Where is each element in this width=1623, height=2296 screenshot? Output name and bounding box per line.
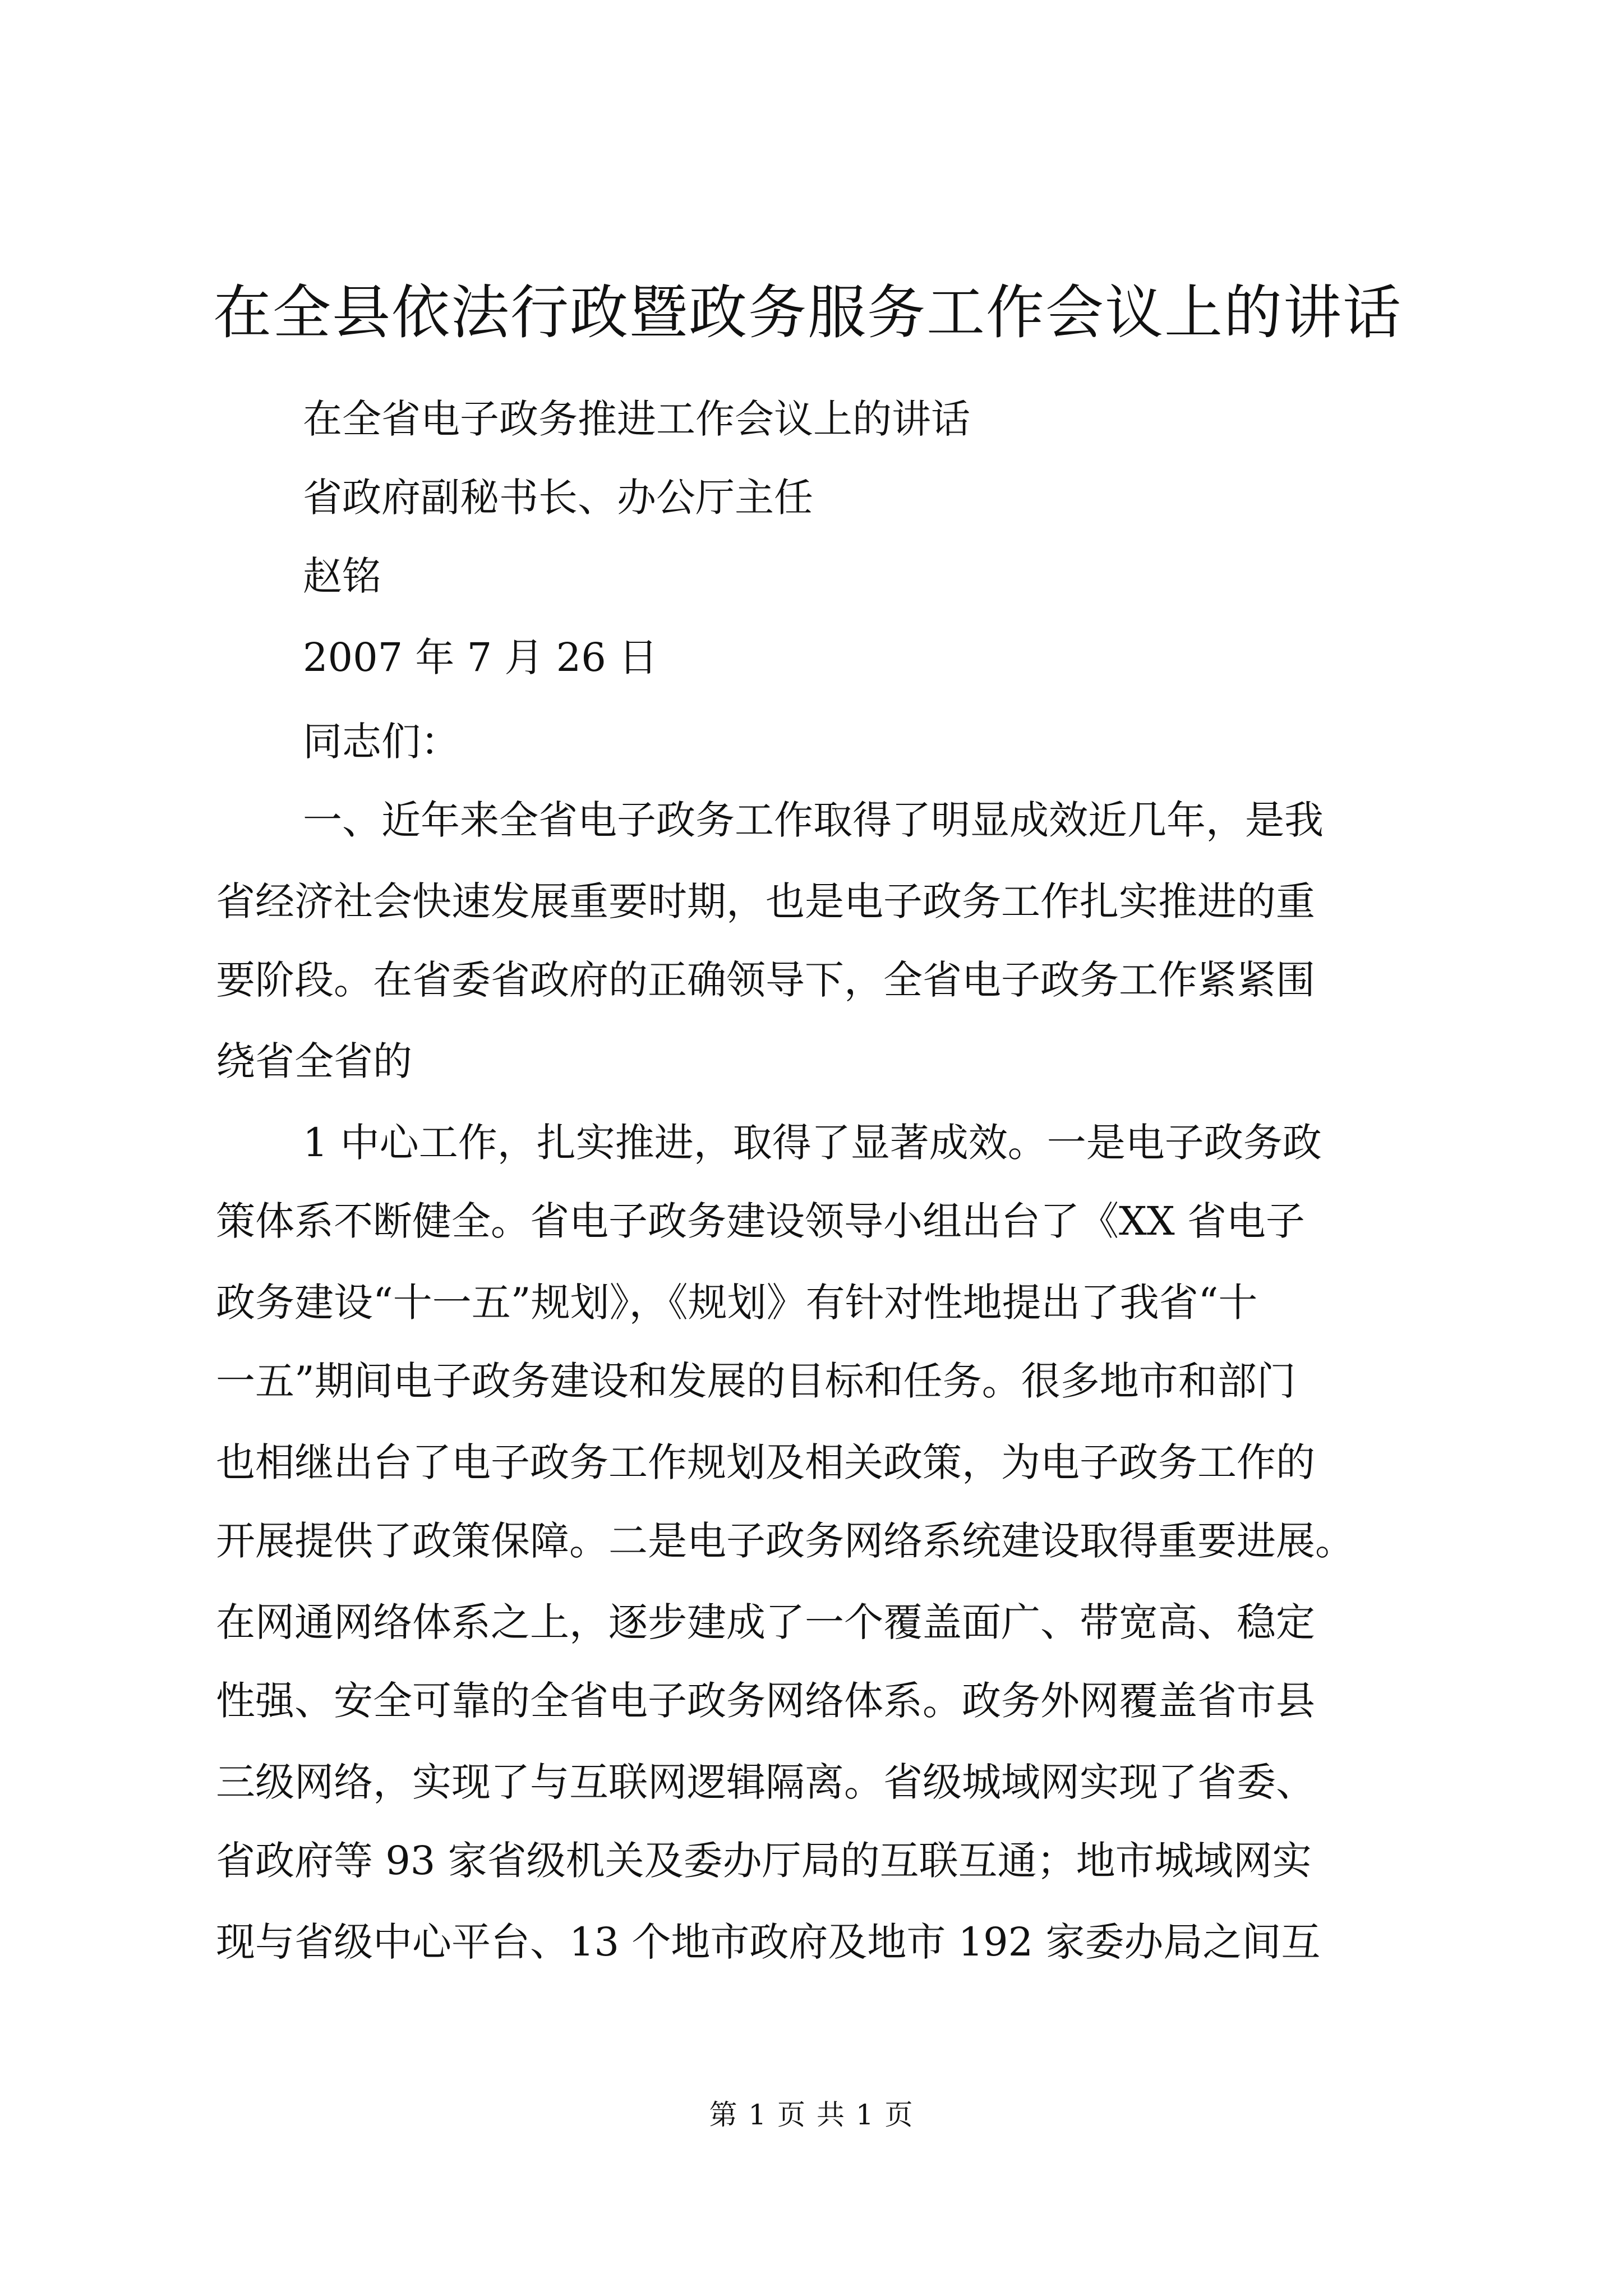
paragraph-2-line: 在网通网络体系之上，逐步建成了一个覆盖面广、带宽高、稳定 bbox=[216, 1599, 1315, 1645]
paragraph-1-line: 绕省全省的 bbox=[216, 1038, 412, 1084]
paragraph-2-line: 性强、安全可靠的全省电子政务网络体系。政务外网覆盖省市县 bbox=[216, 1678, 1315, 1724]
paragraph-2-line: 1 中心工作，扎实推进，取得了显著成效。一是电子政务政 bbox=[303, 1120, 1322, 1166]
speech-date: 2007 年 7 月 26 日 bbox=[303, 634, 658, 680]
speaker-position: 省政府副秘书长、办公厅主任 bbox=[303, 475, 813, 521]
page-number-footer: 第 1 页 共 1 页 bbox=[709, 2099, 914, 2131]
paragraph-2-line: 一五”期间电子政务建设和发展的目标和任务。很多地市和部门 bbox=[216, 1358, 1296, 1404]
paragraph-2-line: 策体系不断健全。省电子政务建设领导小组出台了《XX 省电子 bbox=[216, 1198, 1305, 1244]
paragraph-2-line: 政务建设“十一五”规划》，《规划》有针对性地提出了我省“十 bbox=[216, 1280, 1258, 1326]
greeting: 同志们： bbox=[303, 719, 460, 765]
document-title: 在全县依法行政暨政务服务工作会议上的讲话 bbox=[213, 278, 1403, 347]
paragraph-1-line: 一、近年来全省电子政务工作取得了明显成效近几年，是我 bbox=[303, 797, 1324, 843]
paragraph-2-line: 现与省级中心平台、13 个地市政府及地市 192 家委办局之间互 bbox=[216, 1919, 1321, 1965]
speaker-name: 赵铭 bbox=[303, 553, 381, 599]
paragraph-1-line: 省经济社会快速发展重要时期，也是电子政务工作扎实推进的重 bbox=[216, 878, 1315, 924]
paragraph-2-line: 也相继出台了电子政务工作规划及相关政策，为电子政务工作的 bbox=[216, 1439, 1315, 1485]
speech-subtitle: 在全省电子政务推进工作会议上的讲话 bbox=[303, 396, 970, 442]
paragraph-2-line: 三级网络，实现了与互联网逻辑隔离。省级城域网实现了省委、 bbox=[216, 1759, 1315, 1805]
paragraph-2-line: 开展提供了政策保障。二是电子政务网络系统建设取得重要进展。 bbox=[216, 1518, 1354, 1564]
paragraph-2-line: 省政府等 93 家省级机关及委办厅局的互联互通；地市城域网实 bbox=[216, 1838, 1312, 1884]
paragraph-1-line: 要阶段。在省委省政府的正确领导下，全省电子政务工作紧紧围 bbox=[216, 957, 1315, 1003]
